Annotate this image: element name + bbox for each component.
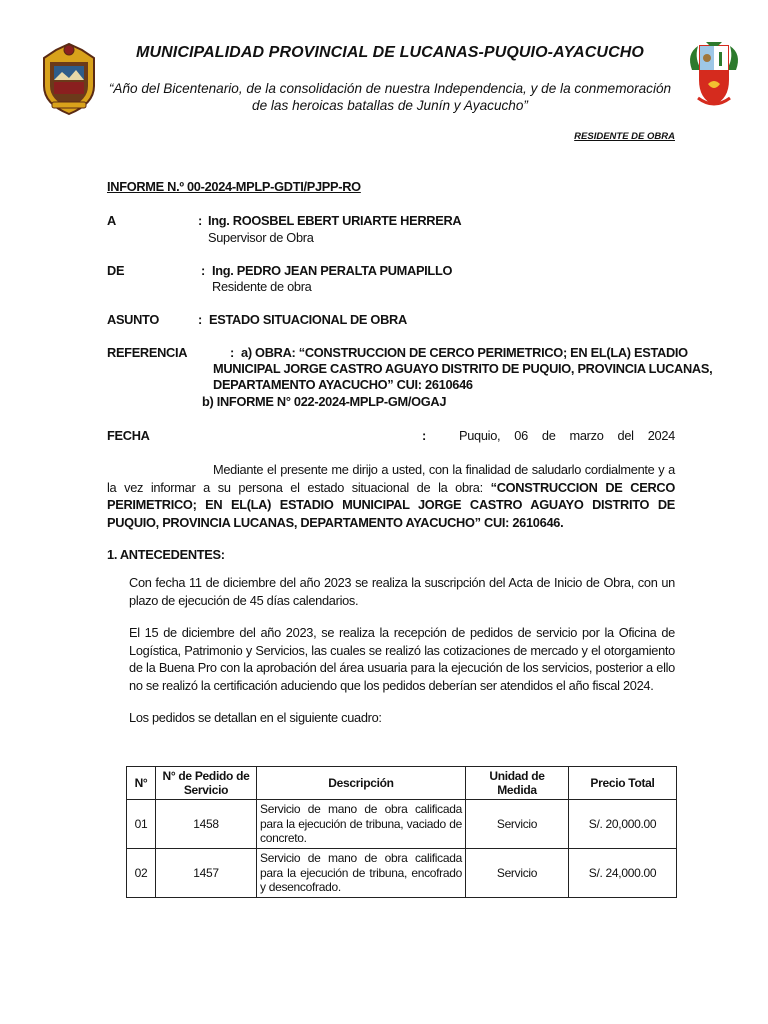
cell-n: 02 bbox=[127, 849, 156, 898]
from-colon: : bbox=[201, 263, 205, 278]
col-header-n: N° bbox=[127, 767, 156, 800]
cell-n: 01 bbox=[127, 800, 156, 849]
subject-value: ESTADO SITUACIONAL DE OBRA bbox=[209, 312, 407, 327]
from-label: DE bbox=[107, 263, 125, 278]
resident-tag: RESIDENTE DE OBRA bbox=[574, 131, 675, 142]
reference-a-line2: MUNICIPAL JORGE CASTRO AGUAYO DISTRITO DE PUQUIO, PROVINCIA LUCANAS, bbox=[213, 361, 713, 376]
antecedente-paragraph-3: Los pedidos se detallan en el siguiente cuadro: bbox=[129, 710, 382, 725]
date-place: Puquio, bbox=[459, 428, 501, 443]
table-row bbox=[127, 849, 677, 898]
table-row bbox=[127, 800, 677, 849]
section-antecedentes: 1. ANTECEDENTES: bbox=[107, 547, 225, 562]
col-header-unit: Unidad de Medida bbox=[466, 767, 569, 800]
from-name: Ing. PEDRO JEAN PERALTA PUMAPILLO bbox=[212, 263, 453, 278]
reference-a-line1: a) OBRA: “CONSTRUCCION DE CERCO PERIMETRICO; EN EL(LA) ESTADIO bbox=[241, 345, 688, 360]
date-colon: : bbox=[422, 428, 426, 443]
institution-title: MUNICIPALIDAD PROVINCIAL DE LUCANAS-PUQUIO-AYACUCHO bbox=[136, 44, 644, 61]
date-label: FECHA bbox=[107, 428, 150, 443]
cell-price: S/. 24,000.00 bbox=[569, 849, 677, 898]
subject-colon: : bbox=[198, 312, 202, 327]
date-year: 2024 bbox=[647, 428, 675, 443]
reference-label: REFERENCIA bbox=[107, 345, 188, 360]
cell-unit: Servicio bbox=[466, 849, 569, 898]
antecedente-paragraph-1: Con fecha 11 de diciembre del año 2023 se realiza la suscripción del Acta de Inicio de Obra, con un plazo de ejecución de 45 días calendarios. bbox=[129, 575, 675, 608]
cell-order: 1458 bbox=[156, 800, 257, 849]
reference-colon: : bbox=[230, 345, 234, 360]
table-header-row bbox=[127, 767, 677, 800]
cell-description: Servicio de mano de obra calificada para la ejecución de tribuna, vaciado de concreto. bbox=[257, 800, 466, 849]
date-de: de bbox=[541, 428, 556, 443]
reference-a-line3: DEPARTAMENTO AYACUCHO” CUI: 2610646 bbox=[213, 377, 473, 392]
subject-label: ASUNTO bbox=[107, 312, 159, 327]
reference-b: b) INFORME N° 022-2024-MPLP-GM/OGAJ bbox=[202, 394, 447, 409]
peru-national-coat-of-arms-icon bbox=[684, 40, 744, 110]
cell-price: S/. 20,000.00 bbox=[569, 800, 677, 849]
date-day: 06 bbox=[514, 428, 528, 443]
service-orders-table bbox=[126, 766, 677, 898]
col-header-description: Descripción bbox=[257, 767, 466, 800]
year-motto: “Año del Bicentenario, de la consolidación de nuestra Independencia, y de la conmemoración de las heroicas batallas de Junín y Ayacucho” bbox=[108, 81, 672, 113]
to-label: A bbox=[107, 213, 116, 228]
col-header-order: N° de Pedido de Servicio bbox=[156, 767, 257, 800]
to-name: Ing. ROOSBEL EBERT URIARTE HERRERA bbox=[208, 213, 462, 228]
date-month: marzo bbox=[569, 428, 604, 443]
intro-paragraph bbox=[107, 461, 675, 531]
from-role: Residente de obra bbox=[212, 279, 312, 294]
cell-description: Servicio de mano de obra calificada para la ejecución de tribuna, encofrado y desencofrado. bbox=[257, 849, 466, 898]
report-number: INFORME N.º 00-2024-MPLP-GDTI/PJPP-RO bbox=[107, 179, 361, 194]
to-role: Supervisor de Obra bbox=[208, 230, 314, 245]
col-header-price: Precio Total bbox=[569, 767, 677, 800]
antecedente-paragraph-2: El 15 de diciembre del año 2023, se realiza la recepción de pedidos de servicio por la Oficina de Logística, Patrimonio y Servicios, las cuales se realizó las cotizaciones de mercado y el otorgamiento de la Buena Pro con la aprobación del área usuaria para la ejecución de los servicios, posterior a ello no se realizó la certificación aduciendo que los pedidos deberían ser atendidos el año fiscal 2024. bbox=[129, 625, 675, 693]
cell-order: 1457 bbox=[156, 849, 257, 898]
date-del: del bbox=[617, 428, 634, 443]
intro-project-name: “CONSTRUCCION DE CERCO PERIMETRICO; EN EL(LA) ESTADIO MUNICIPAL JORGE CASTRO AGUAYO DISTRITO DE PUQUIO, PROVINCIA LUCANAS, DEPARTAMENTO AYACUCHO” CUI: 2610646. bbox=[107, 479, 675, 530]
date-value bbox=[459, 428, 675, 443]
to-colon: : bbox=[198, 213, 202, 228]
cell-unit: Servicio bbox=[466, 800, 569, 849]
intro-text: Mediante el presente me dirijo a usted, con la finalidad de saludarlo cordialmente y a la vez informar a su persona el estado situacional de la obra: bbox=[107, 462, 675, 495]
municipal-coat-of-arms-icon bbox=[40, 40, 98, 116]
